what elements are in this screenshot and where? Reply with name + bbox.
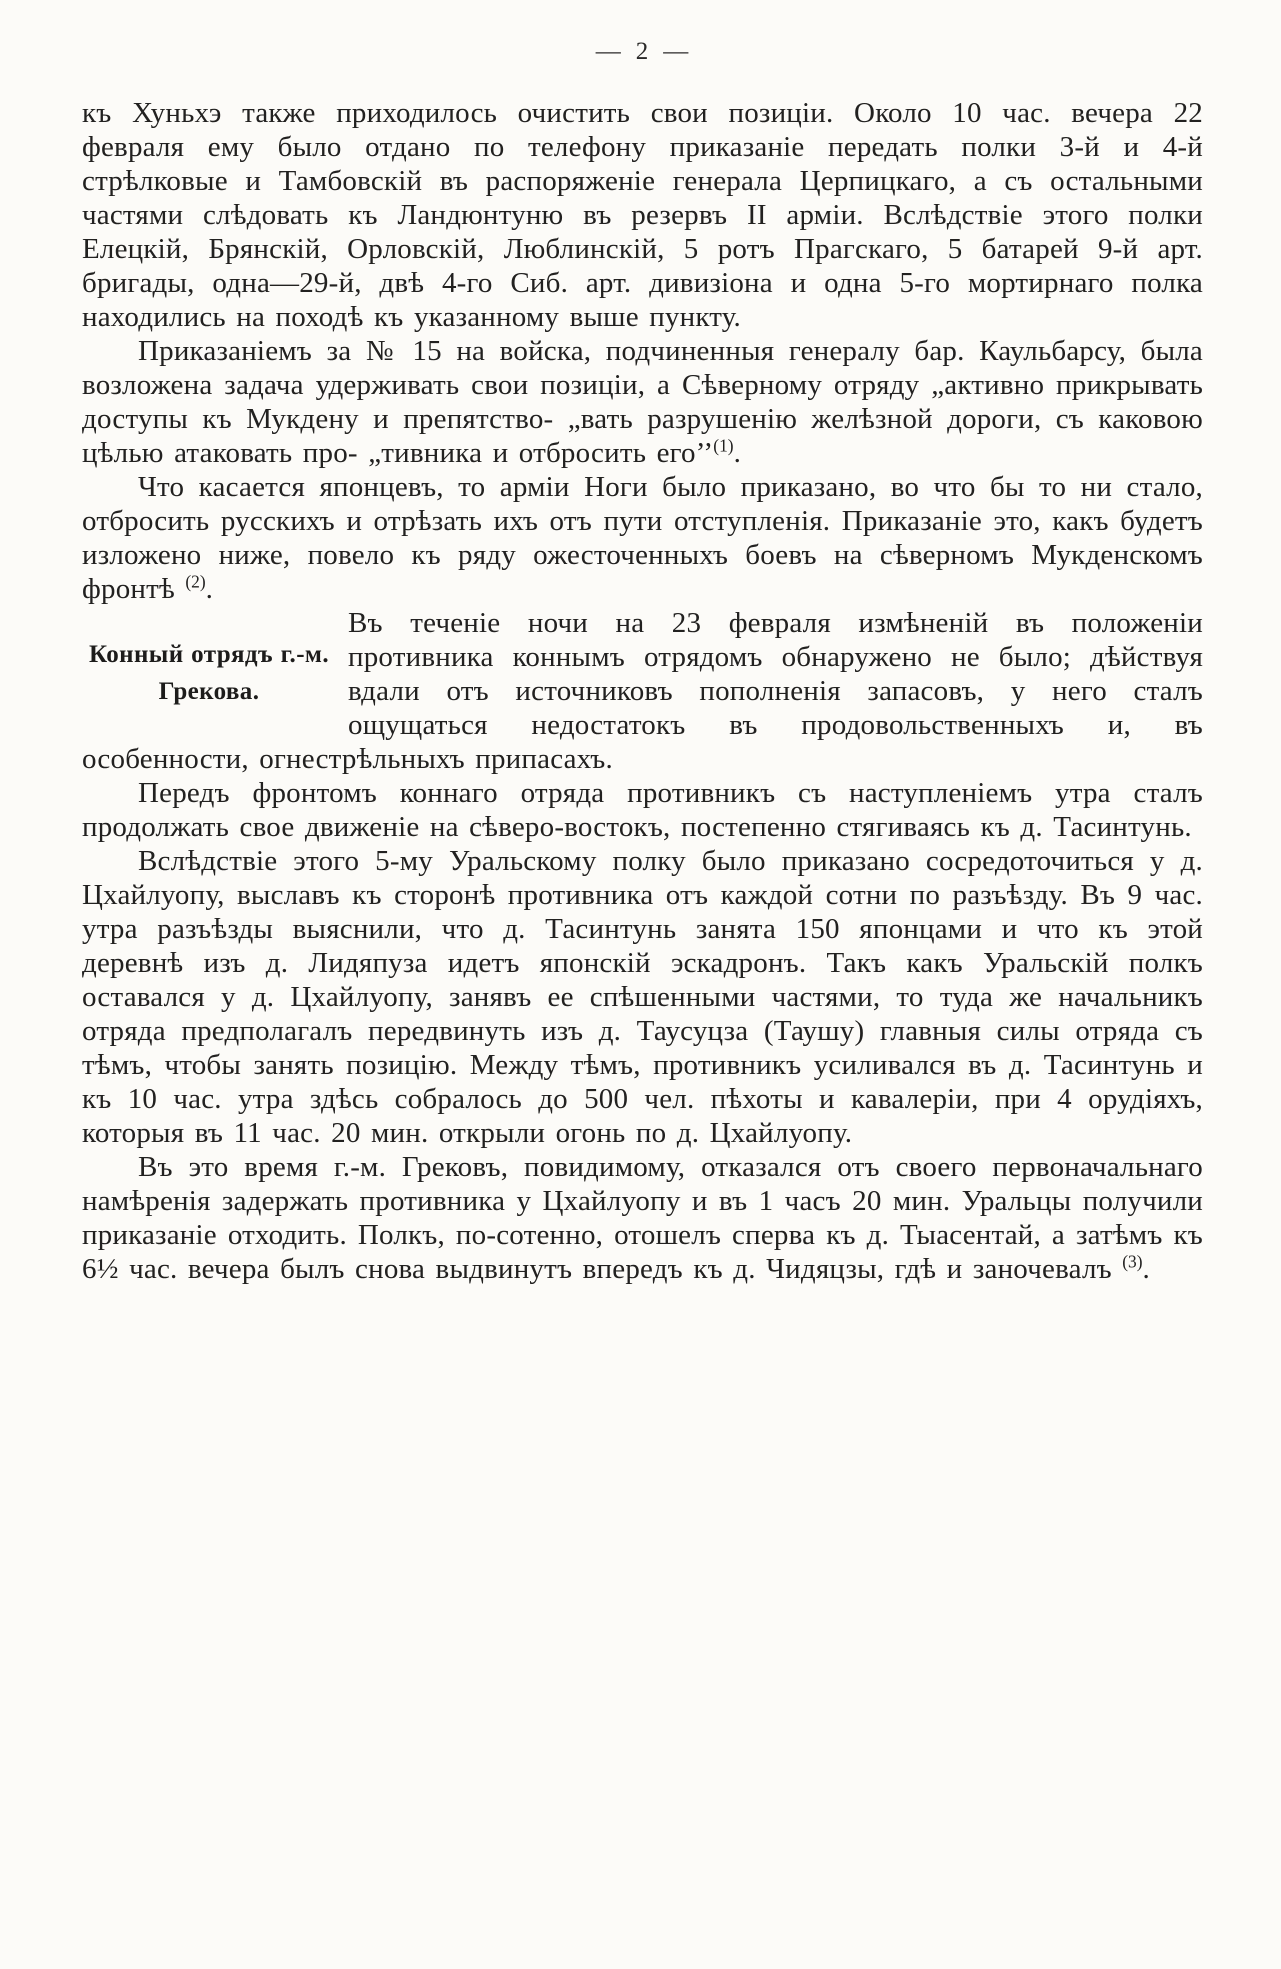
paragraph-3 [82, 470, 1203, 606]
paragraph-7-tail: . [1142, 1253, 1150, 1285]
paragraph-2 [82, 334, 1203, 470]
paragraph-3-text: Что касается японцевъ, то арміи Ноги было приказано, во что бы то ни стало, отбросить русскихъ и отрѣзать ихъ отъ пути отступленія. Приказаніе это, какъ будетъ изложено ниже, повело къ ряду ожесточенныхъ боевъ на сѣверномъ Мукденскомъ фронтѣ [82, 471, 1203, 605]
sidenote-paragraph-block [82, 606, 1203, 776]
paragraph-2-tail: . [733, 437, 742, 469]
paragraph-5: Передъ фронтомъ коннаго отряда противникъ съ наступленіемъ утра сталъ продолжать свое движеніе на сѣверо-востокъ, постепенно стягиваясь къ д. Тасинтунь. [82, 777, 1203, 843]
paragraph-2-text: Приказаніемъ за № 15 на войска, подчиненныя генералу бар. Каульбарсу, была возложена задача удерживать свои позиціи, а Сѣверному отряду „активно прикрывать доступы къ Мукдену и препятство- „вать разрушенію желѣзной дороги, съ каковою цѣлью атаковать про- „тивника и отбросить его’’ [82, 335, 1203, 469]
page-number: 2 [635, 38, 650, 65]
paragraph-4: Въ теченіе ночи на 23 февраля измѣненій въ положеніи противника коннымъ отрядомъ обнаружено не было; дѣйствуя вдали отъ источниковъ пополненія запасовъ, у него сталъ ощущаться недостатокъ въ продовольственныхъ и, въ особенности, огнестрѣльныхъ припасахъ. [82, 607, 1203, 775]
footnote-ref-2: (2) [185, 571, 206, 592]
paragraph-6: Вслѣдствіе этого 5-му Уральскому полку было приказано сосредоточиться у д. Цхайлуопу, выславъ къ сторонѣ противника отъ каждой сотни по разъѣзду. Въ 9 час. утра разъѣзды выяснили, что д. Тасинтунь занята 150 японцами и что къ этой деревнѣ изъ д. Лидяпуза идетъ японскій эскадронъ. Такъ какъ Уральскій полкъ оставался у д. Цхайлуопу, занявъ ее спѣшенными частями, то туда же начальникъ отряда предполагалъ передвинуть изъ д. Таусуцза (Таушу) главныя силы отряда съ тѣмъ, чтобы занять позицію. Между тѣмъ, противникъ усиливался въ д. Тасинтунь и къ 10 час. утра здѣсь собралось до 500 чел. пѣхоты и кавалеріи, при 4 орудіяхъ, которыя въ 11 час. 20 мин. открыли огонь по д. Цхайлуопу. [82, 845, 1203, 1149]
margin-note-line-2: Грекова. [158, 678, 260, 705]
margin-note [82, 606, 336, 742]
footnote-ref-1: (1) [713, 435, 734, 456]
footnote-ref-3: (3) [1122, 1251, 1143, 1272]
header-dash-left: — [595, 38, 622, 65]
paragraph-7-text: Въ это время г.-м. Грековъ, повидимому, отказался отъ своего первоначальнаго намѣренія задержать противника у Цхайлуопу и въ 1 часъ 20 мин. Уральцы получили приказаніе отходить. Полкъ, по-сотенно, отошелъ сперва къ д. Тыасентай, а затѣмъ къ 6½ час. вечера былъ снова выдвинутъ впередъ къ д. Чидяцзы, гдѣ и заночевалъ [82, 1151, 1203, 1285]
paragraph-1: къ Хуньхэ также приходилось очистить свои позиціи. Около 10 час. вечера 22 февраля ему было отдано по телефону приказаніе передать полки 3-й и 4-й стрѣлковые и Тамбовскій въ распоряженіе генерала Церпицкаго, а съ остальными частями слѣдовать къ Ландюнтуню въ резервъ II арміи. Вслѣдствіе этого полки Елецкій, Брянскій, Орловскій, Люблинскій, 5 ротъ Прагскаго, 5 батарей 9-й арт. бригады, одна—29-й, двѣ 4-го Сиб. арт. дивизіона и одна 5-го мортирнаго полка находились на походѣ къ указанному выше пункту. [82, 97, 1203, 333]
margin-note-line-1: Конный отрядъ г.-м. [88, 641, 329, 668]
header-dash-right: — [663, 38, 690, 65]
page-header [82, 38, 1203, 66]
text-block [82, 96, 1203, 1286]
paragraph-3-tail: . [205, 573, 214, 605]
paragraph-7 [82, 1150, 1203, 1286]
